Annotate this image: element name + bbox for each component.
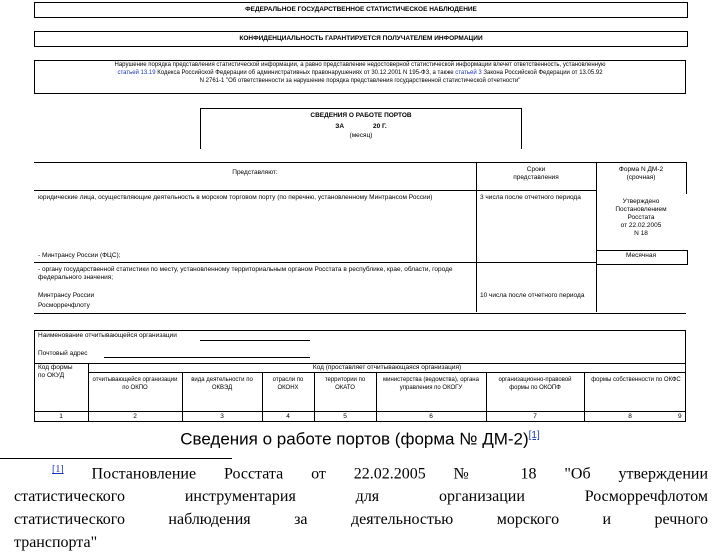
code-col-okved: вида деятельности по ОКВЭД xyxy=(191,377,253,391)
row-submitters-2d: Росморречфлоту xyxy=(38,302,90,309)
link-article-3[interactable]: статьей 3 xyxy=(455,70,482,76)
column-submitters-header: Представляют: xyxy=(232,169,278,176)
row-submitters-2c: Минтрансу России xyxy=(38,292,95,299)
row-submitters-2b: - органу государственной статистики по месту, установленному территориальным органом Росстата в республике, крае, области, городе федерального значения; xyxy=(38,266,453,281)
legal-line-2: статьей 13.19 Кодекса Российской Федерации об административных правонарушениях от 30.12.2001 N 195-ФЗ, а также статьей 3 Закона Российской Федерации от 13.05.92 xyxy=(117,70,603,76)
code-col-okonh: отрасли по ОКОНХ xyxy=(272,377,304,391)
okud-code-label: Код формы по ОКУД xyxy=(38,364,73,379)
footnote-line-1: [1] Постановление Росстата от 22.02.2005 № 18 "Об утверждении xyxy=(52,464,709,483)
legal-line-3: N 2761-1 "Об ответственности за нарушение порядка представления государственной статистической отчетности" xyxy=(199,78,521,84)
form-period-month: (месяц) xyxy=(349,132,373,139)
form-title-block xyxy=(200,108,522,149)
col-number-2: 2 xyxy=(133,413,137,420)
periodicity-label: Месячная xyxy=(626,252,656,259)
code-col-okpo: отчитывающейся организации по ОКПО xyxy=(92,377,178,391)
footnote-line-4: транспорта" xyxy=(14,534,98,552)
codes-header: Код (проставляет отчитывающаяся организация) xyxy=(312,364,462,371)
col-number-5: 5 xyxy=(343,413,347,420)
code-col-okato: территории по ОКАТО xyxy=(324,377,366,391)
caption-footnote-link[interactable]: [1] xyxy=(528,430,540,441)
column-deadlines-header: Сроки представления xyxy=(513,166,559,181)
col-number-6: 6 xyxy=(429,413,433,420)
code-col-okopf: организационно-правовой формы по ОКОПФ xyxy=(498,377,572,391)
code-col-okfs: формы собственности по ОКФС xyxy=(591,377,681,383)
federal-observation-banner: ФЕДЕРАЛЬНОЕ ГОСУДАРСТВЕННОЕ СТАТИСТИЧЕСКОЕ НАБЛЮДЕНИЕ xyxy=(34,2,688,18)
confidentiality-banner: КОНФИДЕНЦИАЛЬНОСТЬ ГАРАНТИРУЕТСЯ ПОЛУЧАТЕЛЕМ ИНФОРМАЦИИ xyxy=(34,31,688,47)
link-article-13-19[interactable]: статьей 13.19 xyxy=(117,70,156,76)
row-deadline-2: 10 числа после отчетного периода xyxy=(480,292,585,299)
legal-line-1: Нарушение порядка представления статистической информации, а равно представление недостоверной статистической информации влечет ответственность, установленную xyxy=(114,62,606,68)
code-col-okogu: министерства (ведомства), органа управления по ОКОГУ xyxy=(383,377,479,391)
footnote-line-3: статистического наблюдения за деятельностью морского и речного xyxy=(14,511,708,529)
approval-note: Утверждено Постановлением Росстата от 22.02.2005 N 18 xyxy=(615,198,667,237)
figure-caption: Сведения о работе портов (форма № ДМ-2)[1] xyxy=(180,429,540,449)
row-submitters-2a: - Минтрансу России (ФЦС); xyxy=(38,252,121,259)
footnote-line-2: статистического инструментария для организации Росморречфлотом xyxy=(14,488,708,506)
col-number-1: 1 xyxy=(59,413,63,420)
col-number-3: 3 xyxy=(220,413,224,420)
form-code-label: Форма N ДМ-2 (срочная) xyxy=(618,166,664,181)
form-period: ЗА 20 Г. xyxy=(335,123,387,130)
footnote-mark[interactable]: [1] xyxy=(52,464,64,475)
row-submitters-1: юридические лица, осуществляющие деятельность в морском торговом порту (по перечню, установленному Минтрансом России) xyxy=(38,194,433,201)
col-number-9: 9 xyxy=(678,413,682,420)
col-number-4: 4 xyxy=(286,413,290,420)
col-number-8: 8 xyxy=(628,413,632,420)
legal-notice xyxy=(34,60,686,94)
org-name-label: Наименование отчитывающейся организации xyxy=(38,332,177,339)
postal-address-label: Почтовый адрес xyxy=(38,350,88,357)
form-title: СВЕДЕНИЯ О РАБОТЕ ПОРТОВ xyxy=(310,112,412,119)
col-number-7: 7 xyxy=(533,413,537,420)
row-deadline-1: 3 числа после отчетного периода xyxy=(480,194,581,201)
